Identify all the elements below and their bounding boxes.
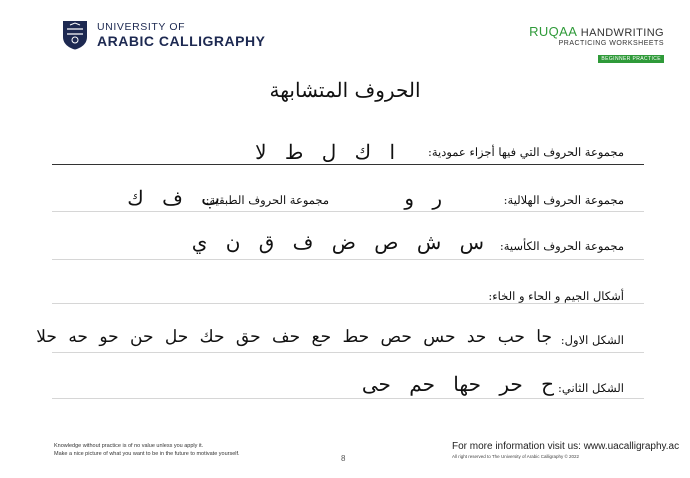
brand-accent: RUQAA <box>529 24 578 39</box>
writing-line <box>52 164 644 165</box>
row-label: مجموعة الحروف الهلالية: <box>503 193 624 207</box>
letter-sample: جا حب حد حس حص حط حع حف حق حك حل حن حو حه حلا <box>36 327 552 347</box>
letter-sample: ا ك ل ط لا <box>255 140 395 164</box>
brand-title <box>464 24 664 39</box>
copyright: All right reserved to The University of Arabic Calligraphy © 2022 <box>452 454 580 459</box>
letter-sample: ح حر حها حم حى <box>361 372 554 396</box>
university-name-line1: UNIVERSITY OF <box>97 21 186 33</box>
letter-sample-secondary: ب ف ك <box>127 186 220 210</box>
writing-line <box>52 352 644 353</box>
letter-sample: س ش ص ض ف ق ن ي <box>191 230 484 254</box>
brand-rest: HANDWRITING <box>577 27 664 39</box>
writing-line <box>52 398 644 399</box>
info-website: For more information visit us: www.uacalligraphy.ac <box>452 441 680 452</box>
writing-line <box>52 211 644 212</box>
quote-line-1: Knowledge without practice is of no value unless you apply it. <box>54 443 204 449</box>
row-label: مجموعة الحروف الكأسية: <box>499 239 624 253</box>
writing-line <box>52 259 644 260</box>
brand-subtitle: PRACTICING WORKSHEETS <box>558 40 664 47</box>
footer-info <box>452 441 680 459</box>
quote-line-2: Make a nice picture of what you want to be in the future to motivate yourself. <box>54 451 240 457</box>
row-label: مجموعة الحروف التي فيها أجزاء عمودية: <box>427 145 624 159</box>
university-name-line2: ARABIC CALLIGRAPHY <box>97 33 266 49</box>
page-number: 8 <box>341 454 346 463</box>
row-label-secondary: مجموعة الحروف الطبقية: <box>205 193 329 207</box>
row-label: الشكل الثاني: <box>557 381 624 395</box>
university-shield-logo <box>62 20 88 50</box>
level-badge: BEGINNER PRACTICE <box>598 55 664 63</box>
worksheet-brand <box>464 24 664 65</box>
writing-line <box>52 303 644 304</box>
row-label: أشكال الجيم و الحاء و الخاء: <box>488 289 624 303</box>
worksheet-title: الحروف المتشابهة <box>269 78 421 102</box>
letter-sample: ر و <box>404 186 442 210</box>
row-label: الشكل الاول: <box>560 333 624 347</box>
footer-quote <box>54 442 240 458</box>
